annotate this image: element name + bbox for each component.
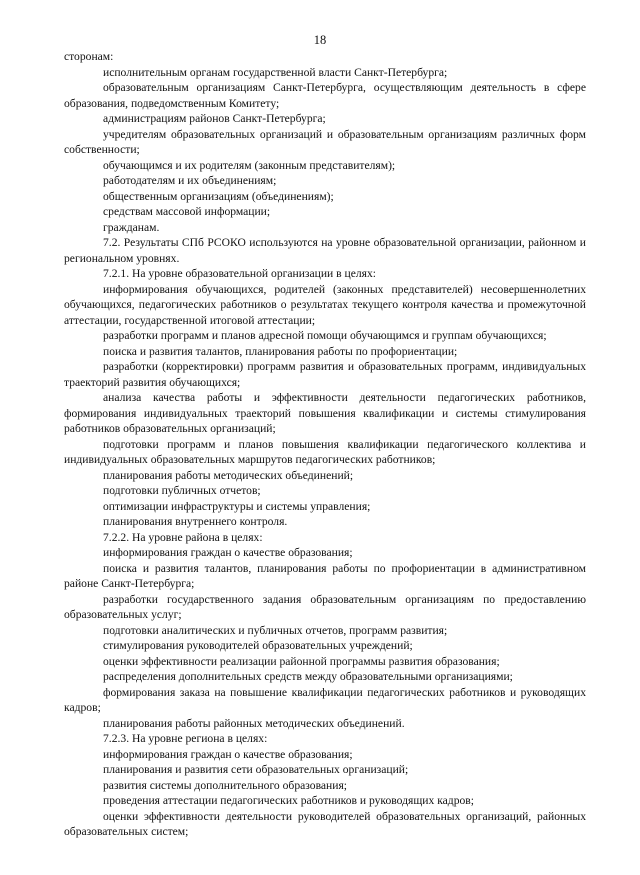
list-item-attestation: проведения аттестации педагогических работников и руководящих кадров; <box>103 794 474 807</box>
list-item-state-assignment: разработки государственного задания образовательным организациям по предоставлению образовательных услуг; <box>64 592 586 621</box>
document-body <box>64 49 586 840</box>
list-item-mass-media: средствам массовой информации; <box>103 205 271 218</box>
paragraph-intro-tail: сторонам: <box>64 50 114 63</box>
list-item-internal-control: планирования внутреннего контроля. <box>103 515 288 528</box>
list-item-network-planning: планирования и развития сети образовательных организаций; <box>103 763 409 776</box>
list-item-program-efficiency: оценки эффективности реализации районной программы развития образования; <box>103 654 500 668</box>
list-item-district-administrations: администрациям районов Санкт-Петербурга; <box>103 112 326 125</box>
list-item-founders: учредителям образовательных организаций и образовательным организациям различных форм собственности; <box>64 127 586 156</box>
list-item-informing-citizens-district: информирования граждан о качестве образования; <box>103 546 353 559</box>
list-item-informing-citizens-region: информирования граждан о качестве образования; <box>103 747 353 761</box>
section-7-2-1-heading: 7.2.1. На уровне образовательной организации в целях: <box>103 267 377 280</box>
list-item-public-organizations: общественным организациям (объединениям); <box>103 189 334 203</box>
list-item-additional-funds: распределения дополнительных средств между образовательными организациями; <box>103 670 513 683</box>
list-item-qualification-programs: подготовки программ и планов повышения квалификации педагогического коллектива и индивидуальных образовательных маршрутов педагогических работников; <box>64 437 586 466</box>
list-item-stimulating-leaders: стимулирования руководителей образовательных учреждений; <box>103 639 413 652</box>
list-item-talent-search: поиска и развития талантов, планирования работы по профориентации; <box>103 344 458 358</box>
list-item-work-quality-analysis: анализа качества работы и эффективности деятельности педагогических работников, формирования индивидуальных траекторий повышения квалификации и системы стимулирования работников образовательных организаций; <box>64 391 586 435</box>
list-item-employers: работодателям и их объединениям; <box>103 174 277 187</box>
list-item-educational-organizations: образовательным организациям Санкт-Петербурга, осуществляющим деятельность в сфере образования, подведомственным Комитету; <box>64 81 586 110</box>
list-item-methodical-planning: планирования работы методических объединений; <box>103 468 354 482</box>
list-item-informing-students: информирования обучающихся, родителей (законных представителей) несовершеннолетних обучающихся, педагогических работников о результатах текущего контроля качества и промежуточной аттестации, государственной итоговой аттестации; <box>64 282 586 327</box>
list-item-students-parents: обучающимся и их родителям (законным представителям); <box>103 158 396 172</box>
section-7-2-2-heading: 7.2.2. На уровне района в целях: <box>103 530 263 544</box>
list-item-talent-search-district: поиска и развития талантов, планирования работы по профориентации в административном районе Санкт-Петербурга; <box>64 561 586 590</box>
list-item-additional-education: развития системы дополнительного образования; <box>103 778 348 792</box>
list-item-analytical-reports: подготовки аналитических и публичных отчетов, программ развития; <box>103 623 448 637</box>
list-item-public-reports: подготовки публичных отчетов; <box>103 484 261 497</box>
list-item-assistance-programs: разработки программ и планов адресной помощи обучающимся и группам обучающихся; <box>103 329 547 342</box>
section-7-2: 7.2. Результаты СПб РСОКО используются на уровне образовательной организации, районном и региональном уровнях. <box>64 236 586 265</box>
list-item-citizens: гражданам. <box>103 220 160 234</box>
page-number: 18 <box>313 33 327 47</box>
list-item-development-programs: разработки (корректировки) программ развития и образовательных программ, индивидуальных траекторий развития обучающихся; <box>64 360 586 389</box>
list-item-infrastructure: оптимизации инфраструктуры и системы управления; <box>103 499 371 513</box>
section-7-2-3-heading: 7.2.3. На уровне региона в целях: <box>103 732 268 745</box>
list-item-qualification-order: формирования заказа на повышение квалификации педагогических работников и руководящих кадров; <box>64 685 586 714</box>
list-item-leader-efficiency: оценки эффективности деятельности руководителей образовательных организаций, районных образовательных систем; <box>64 809 586 838</box>
list-item-district-methodical: планирования работы районных методических объединений. <box>103 716 405 730</box>
list-item-executive-bodies: исполнительным органам государственной власти Санкт-Петербурга; <box>103 65 448 79</box>
